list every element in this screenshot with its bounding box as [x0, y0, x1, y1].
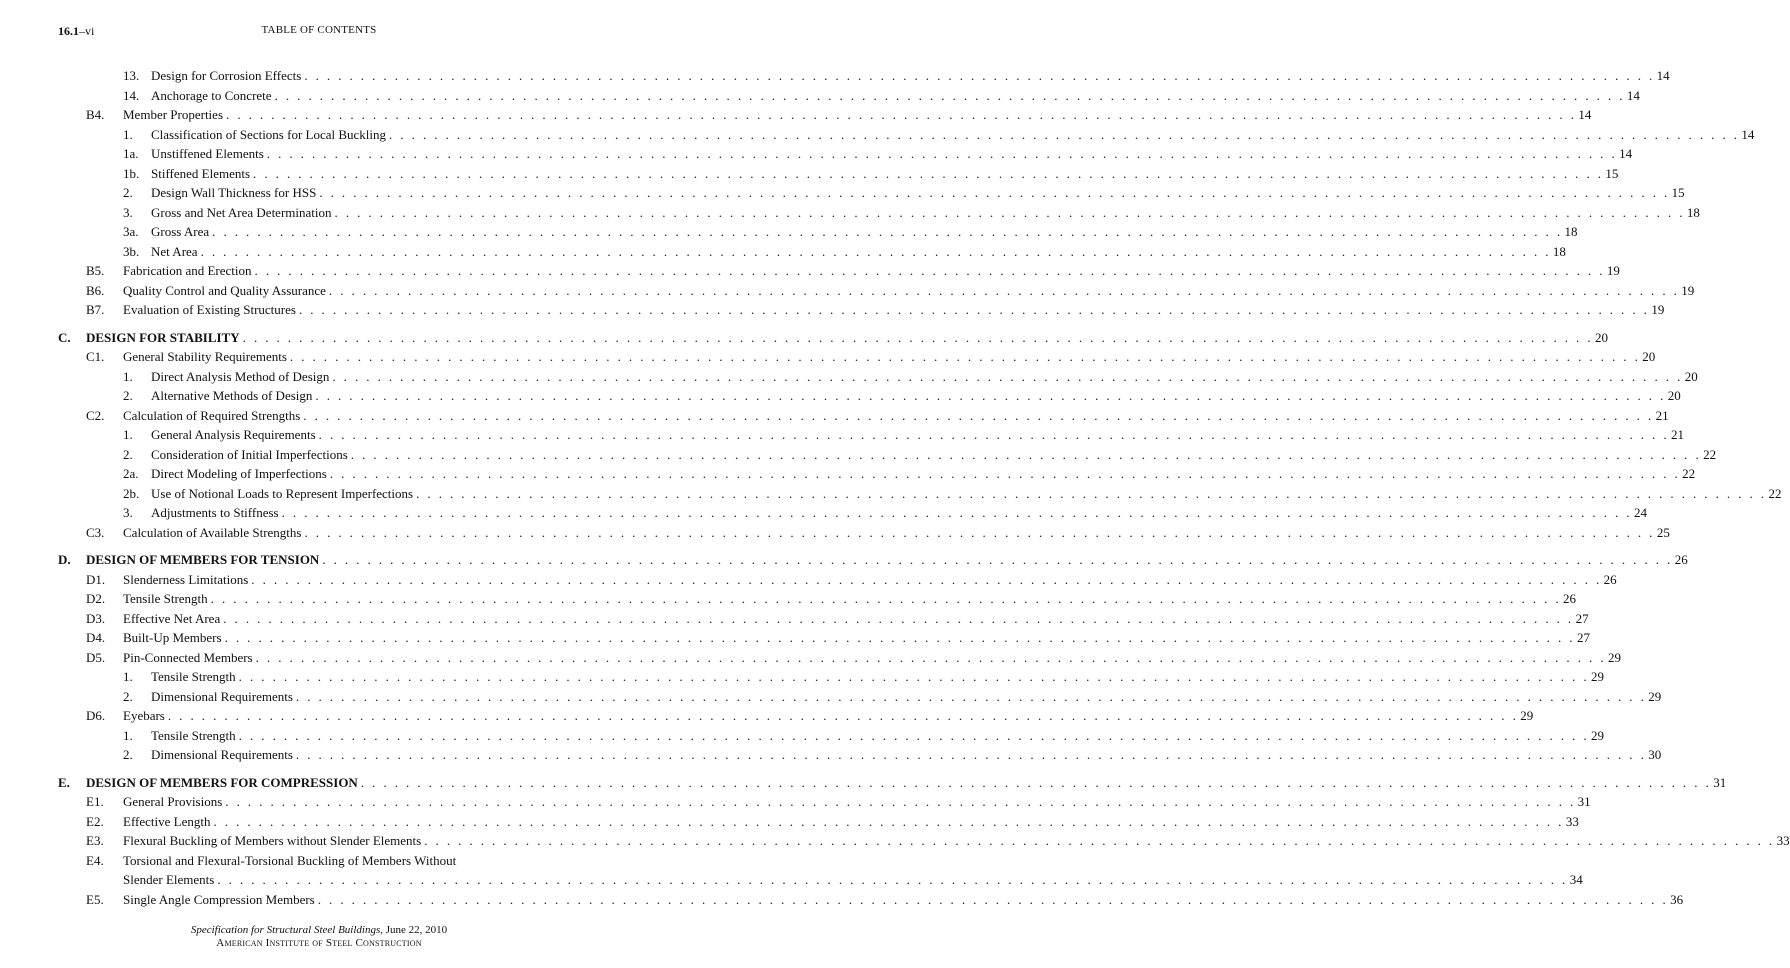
toc-entry-page: 29 — [1589, 667, 1604, 687]
toc-entry-page: 29 — [1606, 648, 1621, 668]
toc-entry-title: Fabrication and Erection — [123, 261, 255, 281]
toc-entry-row — [58, 570, 1617, 590]
toc-entry-row — [58, 890, 1684, 910]
toc-entry-number: D5. — [86, 649, 106, 665]
toc-section-row — [58, 328, 1608, 348]
toc-entry-row — [58, 687, 1662, 707]
toc-entry-title: Slenderness Limitations — [123, 570, 251, 590]
toc-entry-number: 2b. — [123, 485, 140, 501]
toc-entry-title: Stiffened Elements — [151, 164, 253, 184]
dot-leader: . . . . . . . . . . . . . . . . . . . . . . . . . . . . . . . . . . . . . . . . . . . . . . . . . . . . . . . . . . . . . . . . . . . . . . . . . . . . . . . . . . . . . . . . . . . . . . . . . . . . . . . . . . . . . . . . . . . . . . . . — [350, 446, 1702, 462]
toc-entry-title: DESIGN FOR STABILITY — [86, 328, 243, 348]
toc-entry-title: Tensile Strength — [151, 667, 239, 687]
dot-leader: . . . . . . . . . . . . . . . . . . . . . . . . . . . . . . . . . . . . . . . . . . . . . . . . . . . . . . . . . . . . . . . . . . . . . . . . . . . . . . . . . . . . . . . . . . . . . . . . . . . . . . . . . . . . . . . . . . . . . . . . — [217, 872, 1568, 887]
toc-entry-line — [123, 648, 1621, 668]
toc-entry-row — [58, 831, 1790, 851]
toc-entry-line — [123, 890, 1684, 910]
toc-entry-page: 31 — [1711, 773, 1726, 793]
toc-entry-number: 2. — [123, 688, 133, 704]
toc-entry-line — [123, 300, 1665, 320]
toc-entry-row — [58, 609, 1589, 629]
toc-entry-title: Single Angle Compression Members — [123, 890, 318, 910]
toc-entry-line — [151, 445, 1717, 465]
toc-entry-row — [58, 300, 1665, 320]
toc-entry-number: 1a. — [123, 146, 139, 161]
dot-leader: . . . . . . . . . . . . . . . . . . . . . . . . . . . . . . . . . . . . . . . . . . . . . . . . . . . . . . . . . . . . . . . . . . . . . . . . . . . . . . . . . . . . . . . . . . . . . . . . . . . . . . . . . . . . . . . . . . . . . . . . — [303, 407, 1654, 423]
dot-leader: . . . . . . . . . . . . . . . . . . . . . . . . . . . . . . . . . . . . . . . . . . . . . . . . . . . . . . . . . . . . . . . . . . . . . . . . . . . . . . . . . . . . . . . . . . . . . . . . . . . . . . . . . . . . . . . . . . . . . . . . — [295, 688, 1647, 704]
toc-entry-page: 18 — [1563, 222, 1578, 242]
running-title: TABLE OF CONTENTS — [261, 24, 377, 36]
toc-entry-row — [58, 367, 1698, 387]
toc-entry-number: C1. — [86, 349, 105, 364]
toc-entry-number: E4. — [86, 852, 104, 868]
dot-leader: . . . . . . . . . . . . . . . . . . . . . . . . . . . . . . . . . . . . . . . . . . . . . . . . . . . . . . . . . . . . . . . . . . . . . . . . . . . . . . . . . . . . . . . . . . . . . . . . . . . . . . . . . . . . . . . . . . . . . . . . — [328, 282, 1680, 298]
toc-entry-row — [58, 812, 1579, 832]
toc-entry-line — [151, 745, 1662, 765]
toc-entry-row — [58, 183, 1685, 203]
toc-entry-row — [58, 125, 1755, 145]
toc-entry-number: D4. — [86, 630, 106, 645]
dot-leader: . . . . . . . . . . . . . . . . . . . . . . . . . . . . . . . . . . . . . . . . . . . . . . . . . . . . . . . . . . . . . . . . . . . . . . . . . . . . . . . . . . . . . . . . . . . . . . . . . . . . . . . . . . . . . . . . . . . . . . . . — [389, 126, 1740, 142]
toc-entry-line — [151, 86, 1640, 106]
toc-entry-line — [151, 183, 1685, 203]
toc-entry-title: Built-Up Members — [123, 628, 225, 648]
dot-leader: . . . . . . . . . . . . . . . . . . . . . . . . . . . . . . . . . . . . . . . . . . . . . . . . . . . . . . . . . . . . . . . . . . . . . . . . . . . . . . . . . . . . . . . . . . . . . . . . . . . . . . . . . . . . . . . . . . . . . . . . — [223, 610, 1574, 626]
toc-entry-number: 1b. — [123, 165, 140, 181]
toc-entry-row — [58, 589, 1577, 609]
toc-entry-title: Classification of Sections for Local Buckling — [151, 125, 389, 145]
toc-entry-number: 1. — [123, 669, 133, 684]
dot-leader: . . . . . . . . . . . . . . . . . . . . . . . . . . . . . . . . . . . . . . . . . . . . . . . . . . . . . . . . . . . . . . . . . . . . . . . . . . . . . . . . . . . . . . . . . . . . . . . . . . . . . . . . . . . . . . . . . . . . . . . . — [238, 727, 1590, 743]
toc-entry-title: Design Wall Thickness for HSS — [151, 183, 319, 203]
toc-entry-page: 22 — [1701, 445, 1716, 465]
toc-entry-title: Torsional and Flexural-Torsional Buckling of Members Without — [123, 851, 459, 871]
toc-entry-title: General Stability Requirements — [123, 347, 290, 367]
toc-entry-line — [151, 386, 1681, 406]
toc-entry-number: 3. — [123, 505, 133, 520]
toc-entry-page: 31 — [1576, 792, 1591, 812]
dot-leader: . . . . . . . . . . . . . . . . . . . . . . . . . . . . . . . . . . . . . . . . . . . . . . . . . . . . . . . . . . . . . . . . . . . . . . . . . . . . . . . . . . . . . . . . . . . . . . . . . . . . . . . . . . . . . . . . . . . . . . . . — [167, 708, 1519, 723]
toc-entry-page: 30 — [1646, 745, 1661, 765]
toc-entry-page: 27 — [1575, 628, 1590, 648]
toc-entry-page: 36 — [1668, 890, 1683, 910]
toc-entry-line — [123, 792, 1591, 812]
toc-entry-row — [58, 86, 1640, 106]
toc-entry-row — [58, 242, 1566, 262]
toc-entry-line — [86, 328, 1608, 348]
toc-entry-page: 27 — [1574, 609, 1589, 629]
toc-entry-row — [58, 870, 1583, 890]
dot-leader: . . . . . . . . . . . . . . . . . . . . . . . . . . . . . . . . . . . . . . . . . . . . . . . . . . . . . . . . . . . . . . . . . . . . . . . . . . . . . . . . . . . . . . . . . . . . . . . . . . . . . . . . . . . . . . . . . . . . . . . . — [225, 794, 1576, 809]
toc-entry-row — [58, 386, 1681, 406]
toc-entry-line — [123, 706, 1534, 726]
dot-leader: . . . . . . . . . . . . . . . . . . . . . . . . . . . . . . . . . . . . . . . . . . . . . . . . . . . . . . . . . . . . . . . . . . . . . . . . . . . . . . . . . . . . . . . . . . . . . . . . . . . . . . . . . . . . . . . . . . . . . . . . — [318, 427, 1669, 442]
toc-entry-row — [58, 523, 1670, 543]
toc-entry-number: 2. — [123, 446, 133, 462]
toc-entry-page: 20 — [1640, 347, 1655, 367]
toc-entry-page: 14 — [1655, 66, 1670, 86]
toc-entry-number: D3. — [86, 610, 106, 626]
toc-entry-line — [86, 550, 1688, 570]
toc-entry-title: Net Area — [151, 242, 201, 262]
dot-leader: . . . . . . . . . . . . . . . . . . . . . . . . . . . . . . . . . . . . . . . . . . . . . . . . . . . . . . . . . . . . . . . . . . . . . . . . . . . . . . . . . . . . . . . . . . . . . . . . . . . . . . . . . . . . . . . . . . . . . . . . — [251, 571, 1602, 587]
toc-entry-line — [123, 281, 1695, 301]
dot-leader: . . . . . . . . . . . . . . . . . . . . . . . . . . . . . . . . . . . . . . . . . . . . . . . . . . . . . . . . . . . . . . . . . . . . . . . . . . . . . . . . . . . . . . . . . . . . . . . . . . . . . . . . . . . . . . . . . . . . . . . . — [210, 591, 1562, 606]
toc-entry-number: D1. — [86, 571, 106, 587]
toc-entry-title: Eyebars — [123, 706, 168, 726]
toc-entry-number: C2. — [86, 407, 105, 423]
toc-entry-title: Dimensional Requirements — [151, 687, 296, 707]
toc-entry-page: 14 — [1625, 86, 1640, 106]
dot-leader: . . . . . . . . . . . . . . . . . . . . . . . . . . . . . . . . . . . . . . . . . . . . . . . . . . . . . . . . . . . . . . . . . . . . . . . . . . . . . . . . . . . . . . . . . . . . . . . . . . . . . . . . . . . . . . . . . . . . . . . . — [226, 107, 1577, 122]
page-footer — [0, 924, 638, 950]
toc-entry-row — [58, 726, 1605, 746]
toc-entry-row — [58, 144, 1633, 164]
toc-entry-title: Use of Notional Loads to Represent Imperfections — [151, 484, 416, 504]
toc-section-row — [58, 773, 1727, 793]
toc-entry-page: 26 — [1561, 589, 1576, 609]
toc-entry-page: 20 — [1683, 367, 1698, 387]
toc-entry-page: 14 — [1739, 125, 1754, 145]
toc-entry-page: 25 — [1655, 523, 1670, 543]
toc-entry-row — [58, 261, 1620, 281]
toc-entry-title: Adjustments to Stiffness — [151, 503, 282, 523]
page-number-suffix: –vi — [79, 24, 95, 38]
toc-entry-title: Calculation of Available Strengths — [123, 523, 304, 543]
toc-entry-page: 26 — [1602, 570, 1617, 590]
toc-entry-number: 2. — [123, 747, 133, 762]
toc-entry-number: 1. — [123, 727, 133, 743]
dot-leader: . . . . . . . . . . . . . . . . . . . . . . . . . . . . . . . . . . . . . . . . . . . . . . . . . . . . . . . . . . . . . . . . . . . . . . . . . . . . . . . . . . . . . . . . . . . . . . . . . . . . . . . . . . . . . . . . . . . . . . . . — [254, 263, 1605, 278]
page-number-bold: 16.1 — [58, 24, 79, 38]
toc-entry-number: C3. — [86, 524, 105, 540]
dot-leader: . . . . . . . . . . . . . . . . . . . . . . . . . . . . . . . . . . . . . . . . . . . . . . . . . . . . . . . . . . . . . . . . . . . . . . . . . . . . . . . . . . . . . . . . . . . . . . . . . . . . . . . . . . . . . . . . . . . . . . . . — [200, 243, 1551, 259]
toc-entry-row — [58, 222, 1578, 242]
toc-entry-row — [58, 164, 1619, 184]
table-of-contents — [58, 66, 1790, 909]
toc-entry-line — [123, 570, 1617, 590]
toc-entry-page: 19 — [1679, 281, 1694, 301]
toc-entry-page: 21 — [1669, 425, 1684, 445]
toc-entry-number: E5. — [86, 891, 104, 907]
dot-leader: . . . . . . . . . . . . . . . . . . . . . . . . . . . . . . . . . . . . . . . . . . . . . . . . . . . . . . . . . . . . . . . . . . . . . . . . . . . . . . . . . . . . . . . . . . . . . . . . . . . . . . . . . . . . . . . . . . . . . . . . — [224, 630, 1575, 645]
toc-entry-title: Direct Modeling of Imperfections — [151, 464, 330, 484]
toc-entry-line — [151, 484, 1782, 504]
toc-entry-row — [58, 203, 1700, 223]
dot-leader: . . . . . . . . . . . . . . . . . . . . . . . . . . . . . . . . . . . . . . . . . . . . . . . . . . . . . . . . . . . . . . . . . . . . . . . . . . . . . . . . . . . . . . . . . . . . . . . . . . . . . . . . . . . . . . . . . . . . . . . . — [213, 813, 1564, 829]
toc-entry-line — [123, 105, 1592, 125]
toc-entry-row — [58, 66, 1670, 86]
toc-entry-page: 34 — [1568, 870, 1583, 890]
toc-entry-title: Effective Net Area — [123, 609, 223, 629]
toc-entry-page: 33 — [1564, 812, 1579, 832]
toc-entry-title: Alternative Methods of Design — [151, 386, 315, 406]
toc-entry-page: 22 — [1766, 484, 1781, 504]
toc-entry-row — [58, 648, 1621, 668]
toc-entry-number: B4. — [86, 107, 105, 122]
dot-leader: . . . . . . . . . . . . . . . . . . . . . . . . . . . . . . . . . . . . . . . . . . . . . . . . . . . . . . . . . . . . . . . . . . . . . . . . . . . . . . . . . . . . . . . . . . . . . . . . . . . . . . . . . . . . . . . . . . . . . . . . — [322, 552, 1673, 567]
dot-leader: . . . . . . . . . . . . . . . . . . . . . . . . . . . . . . . . . . . . . . . . . . . . . . . . . . . . . . . . . . . . . . . . . . . . . . . . . . . . . . . . . . . . . . . . . . . . . . . . . . . . . . . . . . . . . . . . . . . . . . . . — [295, 747, 1647, 762]
toc-entry-number: B7. — [86, 302, 105, 317]
toc-entry-line — [151, 464, 1696, 484]
toc-entry-number: 14. — [123, 87, 140, 103]
toc-entry-number: 13. — [123, 68, 140, 83]
toc-entry-number: 1. — [123, 126, 133, 142]
dot-leader: . . . . . . . . . . . . . . . . . . . . . . . . . . . . . . . . . . . . . . . . . . . . . . . . . . . . . . . . . . . . . . . . . . . . . . . . . . . . . . . . . . . . . . . . . . . . . . . . . . . . . . . . . . . . . . . . . . . . . . . . — [289, 349, 1641, 364]
dot-leader: . . . . . . . . . . . . . . . . . . . . . . . . . . . . . . . . . . . . . . . . . . . . . . . . . . . . . . . . . . . . . . . . . . . . . . . . . . . . . . . . . . . . . . . . . . . . . . . . . . . . . . . . . . . . . . . . . . . . . . . . — [253, 165, 1604, 181]
toc-entry-line — [151, 667, 1605, 687]
toc-entry-number: 3a. — [123, 224, 139, 239]
toc-entry-title: Dimensional Requirements — [151, 745, 296, 765]
toc-entry-page: 20 — [1593, 328, 1608, 348]
toc-entry-line — [123, 347, 1656, 367]
toc-section-row — [58, 550, 1688, 570]
toc-entry-row — [58, 445, 1717, 465]
dot-leader: . . . . . . . . . . . . . . . . . . . . . . . . . . . . . . . . . . . . . . . . . . . . . . . . . . . . . . . . . . . . . . . . . . . . . . . . . . . . . . . . . . . . . . . . . . . . . . . . . . . . . . . . . . . . . . . . . . . . . . . . — [317, 891, 1669, 907]
dot-leader: . . . . . . . . . . . . . . . . . . . . . . . . . . . . . . . . . . . . . . . . . . . . . . . . . . . . . . . . . . . . . . . . . . . . . . . . . . . . . . . . . . . . . . . . . . . . . . . . . . . . . . . . . . . . . . . . . . . . . . . . — [274, 87, 1625, 103]
toc-entry-number: E3. — [86, 833, 104, 848]
toc-entry-title: General Analysis Requirements — [151, 425, 319, 445]
toc-entry-line — [151, 503, 1647, 523]
toc-entry-page: 29 — [1646, 687, 1661, 707]
toc-entry-page: 19 — [1649, 300, 1664, 320]
organization-name: American Institute of Steel Construction — [216, 937, 422, 949]
dot-leader: . . . . . . . . . . . . . . . . . . . . . . . . . . . . . . . . . . . . . . . . . . . . . . . . . . . . . . . . . . . . . . . . . . . . . . . . . . . . . . . . . . . . . . . . . . . . . . . . . . . . . . . . . . . . . . . . . . . . . . . . — [416, 485, 1767, 501]
dot-leader: . . . . . . . . . . . . . . . . . . . . . . . . . . . . . . . . . . . . . . . . . . . . . . . . . . . . . . . . . . . . . . . . . . . . . . . . . . . . . . . . . . . . . . . . . . . . . . . . . . . . . . . . . . . . . . . . . . . . . . . . — [334, 204, 1685, 220]
toc-entry-line — [123, 589, 1577, 609]
toc-entry-number: 2. — [123, 185, 133, 200]
toc-entry-page: 20 — [1666, 386, 1681, 406]
toc-entry-number: 2. — [123, 388, 133, 403]
dot-leader: . . . . . . . . . . . . . . . . . . . . . . . . . . . . . . . . . . . . . . . . . . . . . . . . . . . . . . . . . . . . . . . . . . . . . . . . . . . . . . . . . . . . . . . . . . . . . . . . . . . . . . . . . . . . . . . . . . . . . . . . — [266, 146, 1618, 161]
toc-entry-title: Consideration of Initial Imperfections — [151, 445, 351, 465]
toc-entry-row — [58, 425, 1684, 445]
toc-entry-title: Flexural Buckling of Members without Slender Elements — [123, 831, 424, 851]
toc-entry-line — [123, 406, 1669, 426]
toc-entry-row — [58, 628, 1590, 648]
toc-entry-line — [123, 628, 1590, 648]
toc-entry-row — [58, 706, 1534, 726]
toc-entry-number: 3b. — [123, 243, 140, 259]
spec-title: Specification for Structural Steel Buildings, — [190, 924, 383, 936]
toc-entry-number: E. — [58, 774, 70, 790]
toc-entry-row — [58, 792, 1591, 812]
toc-entry-page: 21 — [1654, 406, 1669, 426]
dot-leader: . . . . . . . . . . . . . . . . . . . . . . . . . . . . . . . . . . . . . . . . . . . . . . . . . . . . . . . . . . . . . . . . . . . . . . . . . . . . . . . . . . . . . . . . . . . . . . . . . . . . . . . . . . . . . . . . . . . . . . . . — [304, 68, 1655, 83]
toc-entry-page: 15 — [1670, 183, 1685, 203]
dot-leader: . . . . . . . . . . . . . . . . . . . . . . . . . . . . . . . . . . . . . . . . . . . . . . . . . . . . . . . . . . . . . . . . . . . . . . . . . . . . . . . . . . . . . . . . . . . . . . . . . . . . . . . . . . . . . . . . . . . . . . . . — [242, 329, 1593, 345]
toc-entry-page: 18 — [1685, 203, 1700, 223]
toc-entry-row — [58, 406, 1669, 426]
spec-date: June 22, 2010 — [383, 924, 448, 936]
toc-entry-number: E1. — [86, 794, 104, 809]
page-header — [58, 24, 580, 40]
toc-entry-line — [151, 222, 1578, 242]
toc-entry-title: Gross and Net Area Determination — [151, 203, 335, 223]
toc-entry-title: Calculation of Required Strengths — [123, 406, 303, 426]
toc-entry-number: D. — [58, 552, 71, 567]
toc-entry-number: 2a. — [123, 466, 139, 481]
toc-entry-number: C. — [58, 329, 71, 345]
dot-leader: . . . . . . . . . . . . . . . . . . . . . . . . . . . . . . . . . . . . . . . . . . . . . . . . . . . . . . . . . . . . . . . . . . . . . . . . . . . . . . . . . . . . . . . . . . . . . . . . . . . . . . . . . . . . . . . . . . . . . . . . — [315, 388, 1666, 403]
toc-entry-page: 26 — [1673, 550, 1688, 570]
toc-entry-page: 14 — [1617, 144, 1632, 164]
toc-entry-page: 33 — [1775, 831, 1790, 851]
toc-entry-line — [123, 870, 1583, 890]
toc-entry-line — [151, 66, 1670, 86]
dot-leader: . . . . . . . . . . . . . . . . . . . . . . . . . . . . . . . . . . . . . . . . . . . . . . . . . . . . . . . . . . . . . . . . . . . . . . . . . . . . . . . . . . . . . . . . . . . . . . . . . . . . . . . . . . . . . . . . . . . . . . . . — [238, 669, 1590, 684]
toc-entry-row — [58, 745, 1662, 765]
toc-entry-title: Pin-Connected Members — [123, 648, 256, 668]
toc-entry-number: D2. — [86, 591, 106, 606]
toc-entry-number: B5. — [86, 263, 105, 278]
toc-entry-title: Slender Elements — [123, 870, 217, 890]
toc-entry-row — [58, 503, 1647, 523]
toc-entry-page: 29 — [1518, 706, 1533, 726]
toc-entry-page: 22 — [1680, 464, 1695, 484]
dot-leader: . . . . . . . . . . . . . . . . . . . . . . . . . . . . . . . . . . . . . . . . . . . . . . . . . . . . . . . . . . . . . . . . . . . . . . . . . . . . . . . . . . . . . . . . . . . . . . . . . . . . . . . . . . . . . . . . . . . . . . . . — [360, 774, 1712, 790]
dot-leader: . . . . . . . . . . . . . . . . . . . . . . . . . . . . . . . . . . . . . . . . . . . . . . . . . . . . . . . . . . . . . . . . . . . . . . . . . . . . . . . . . . . . . . . . . . . . . . . . . . . . . . . . . . . . . . . . . . . . . . . . — [424, 833, 1775, 848]
toc-entry-line — [123, 812, 1579, 832]
footer-line-1 — [0, 924, 638, 937]
toc-entry-line — [151, 125, 1755, 145]
toc-entry-title: General Provisions — [123, 792, 225, 812]
toc-entry-line — [123, 851, 580, 871]
toc-entry-line — [86, 773, 1727, 793]
toc-entry-line — [123, 609, 1589, 629]
toc-entry-line — [151, 144, 1633, 164]
toc-entry-title: Evaluation of Existing Structures — [123, 300, 299, 320]
toc-entry-row — [58, 464, 1696, 484]
toc-entry-line — [123, 523, 1670, 543]
toc-entry-number: E2. — [86, 813, 104, 829]
toc-entry-line — [151, 164, 1619, 184]
toc-entry-number: 1. — [123, 368, 133, 384]
toc-entry-page: 18 — [1551, 242, 1566, 262]
toc-entry-title: DESIGN OF MEMBERS FOR TENSION — [86, 550, 322, 570]
toc-entry-line — [123, 831, 1790, 851]
toc-entry-row — [58, 484, 1782, 504]
toc-entry-title: Unstiffened Elements — [151, 144, 267, 164]
toc-entry-page: 19 — [1605, 261, 1620, 281]
toc-entry-line — [123, 261, 1620, 281]
dot-leader: . . . . . . . . . . . . . . . . . . . . . . . . . . . . . . . . . . . . . . . . . . . . . . . . . . . . . . . . . . . . . . . . . . . . . . . . . . . . . . . . . . . . . . . . . . . . . . . . . . . . . . . . . . . . . . . . . . . . . . . . — [298, 302, 1650, 317]
toc-entry-line — [151, 242, 1566, 262]
dot-leader: . . . . . . . . . . . . . . . . . . . . . . . . . . . . . . . . . . . . . . . . . . . . . . . . . . . . . . . . . . . . . . . . . . . . . . . . . . . . . . . . . . . . . . . . . . . . . . . . . . . . . . . . . . . . . . . . . . . . . . . . — [304, 524, 1655, 540]
toc-entry-title: Tensile Strength — [123, 589, 211, 609]
dot-leader: . . . . . . . . . . . . . . . . . . . . . . . . . . . . . . . . . . . . . . . . . . . . . . . . . . . . . . . . . . . . . . . . . . . . . . . . . . . . . . . . . . . . . . . . . . . . . . . . . . . . . . . . . . . . . . . . . . . . . . . . — [329, 466, 1681, 481]
dot-leader: . . . . . . . . . . . . . . . . . . . . . . . . . . . . . . . . . . . . . . . . . . . . . . . . . . . . . . . . . . . . . . . . . . . . . . . . . . . . . . . . . . . . . . . . . . . . . . . . . . . . . . . . . . . . . . . . . . . . . . . . — [332, 368, 1683, 384]
toc-entry-page: 29 — [1589, 726, 1604, 746]
toc-entry-row — [58, 667, 1605, 687]
dot-leader: . . . . . . . . . . . . . . . . . . . . . . . . . . . . . . . . . . . . . . . . . . . . . . . . . . . . . . . . . . . . . . . . . . . . . . . . . . . . . . . . . . . . . . . . . . . . . . . . . . . . . . . . . . . . . . . . . . . . . . . . — [212, 224, 1563, 239]
toc-entry-line — [151, 425, 1684, 445]
toc-entry-line — [151, 687, 1662, 707]
toc-entry-title: Tensile Strength — [151, 726, 239, 746]
dot-leader: . . . . . . . . . . . . . . . . . . . . . . . . . . . . . . . . . . . . . . . . . . . . . . . . . . . . . . . . . . . . . . . . . . . . . . . . . . . . . . . . . . . . . . . . . . . . . . . . . . . . . . . . . . . . . . . . . . . . . . . . — [255, 649, 1606, 665]
toc-entry-title: Quality Control and Quality Assurance — [123, 281, 329, 301]
toc-entry-line — [151, 203, 1700, 223]
toc-entry-row — [58, 105, 1592, 125]
toc-entry-row — [58, 281, 1695, 301]
toc-entry-title: DESIGN OF MEMBERS FOR COMPRESSION — [86, 773, 361, 793]
dot-leader: . . . . . . . . . . . . . . . . . . . . . . . . . . . . . . . . . . . . . . . . . . . . . . . . . . . . . . . . . . . . . . . . . . . . . . . . . . . . . . . . . . . . . . . . . . . . . . . . . . . . . . . . . . . . . . . . . . . . . . . . — [281, 505, 1632, 520]
toc-entry-page: 15 — [1603, 164, 1618, 184]
toc-entry-number: D6. — [86, 708, 106, 723]
toc-entry-title: Direct Analysis Method of Design — [151, 367, 332, 387]
toc-entry-title: Member Properties — [123, 105, 226, 125]
toc-entry-title: Anchorage to Concrete — [151, 86, 275, 106]
toc-entry-title: Effective Length — [123, 812, 213, 832]
dot-leader: . . . . . . . . . . . . . . . . . . . . . . . . . . . . . . . . . . . . . . . . . . . . . . . . . . . . . . . . . . . . . . . . . . . . . . . . . . . . . . . . . . . . . . . . . . . . . . . . . . . . . . . . . . . . . . . . . . . . . . . . — [319, 185, 1670, 200]
toc-entry-page: 14 — [1576, 105, 1591, 125]
toc-entry-row — [58, 347, 1656, 367]
toc-entry-title: Gross Area — [151, 222, 212, 242]
toc-entry-number: 3. — [123, 204, 133, 220]
toc-entry-page: 24 — [1632, 503, 1647, 523]
toc-entry-line — [151, 367, 1698, 387]
toc-entry-number: 1. — [123, 427, 133, 442]
toc-entry-number: B6. — [86, 282, 105, 298]
toc-entry-row — [58, 851, 580, 871]
toc-entry-title: Design for Corrosion Effects — [151, 66, 304, 86]
toc-entry-line — [151, 726, 1605, 746]
